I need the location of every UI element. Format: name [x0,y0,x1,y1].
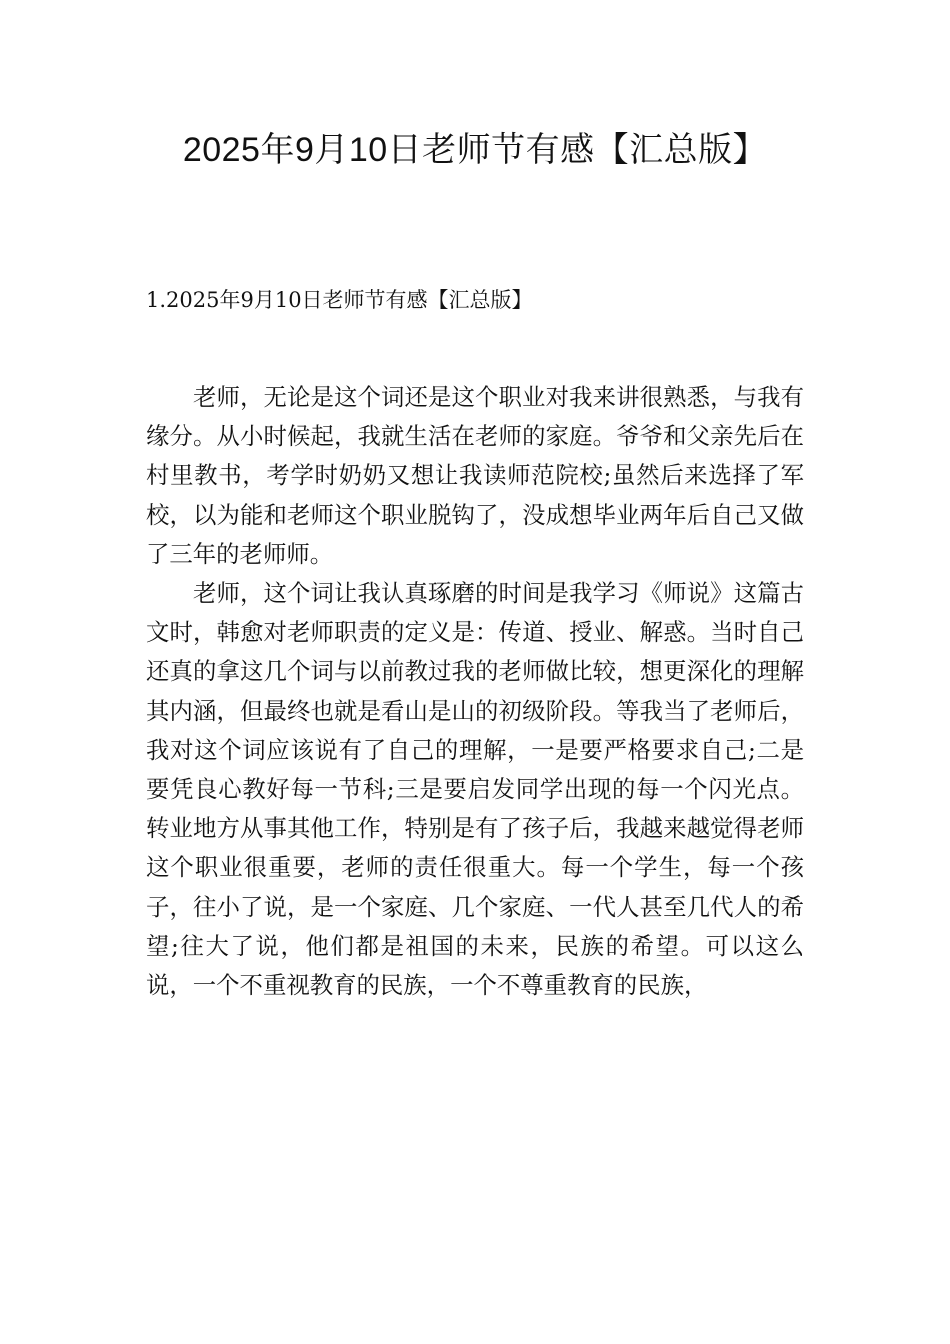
paragraph-1: 老师，无论是这个词还是这个职业对我来讲很熟悉，与我有缘分。从小时候起，我就生活在老师的家庭。爷爷和父亲先后在村里教书，考学时奶奶又想让我读师范院校;虽然后来选择了军校，以为能和老师这个职业脱钩了，没成想毕业两年后自己又做了三年的老师师。 [146,383,804,568]
document-title: 2025年9月10日老师节有感【汇总版】 [182,131,768,169]
document-body [146,378,804,1005]
paragraph-2: 老师，这个词让我认真琢磨的时间是我学习《师说》这篇古文时，韩愈对老师职责的定义是：传道、授业、解惑。当时自己还真的拿这几个词与以前教过我的老师做比较，想更深化的理解其内涵，但最终也就是看山是山的初级阶段。等我当了老师后，我对这个词应该说有了自己的理解，一是要严格要求自己;二是要凭良心教好每一节科;三是要启发同学出现的每一个闪光点。转业地方从事其他工作，特别是有了孩子后，我越来越觉得老师这个职业很重要，老师的责任很重大。每一个学生，每一个孩子，往小了说，是一个家庭、几个家庭、一代人甚至几代人的希望;往大了说，他们都是祖国的未来，民族的希望。可以这么说，一个不重视教育的民族，一个不尊重教育的民族， [146,579,804,1000]
section-heading: 1.2025年9月10日老师节有感【汇总版】 [146,288,533,312]
